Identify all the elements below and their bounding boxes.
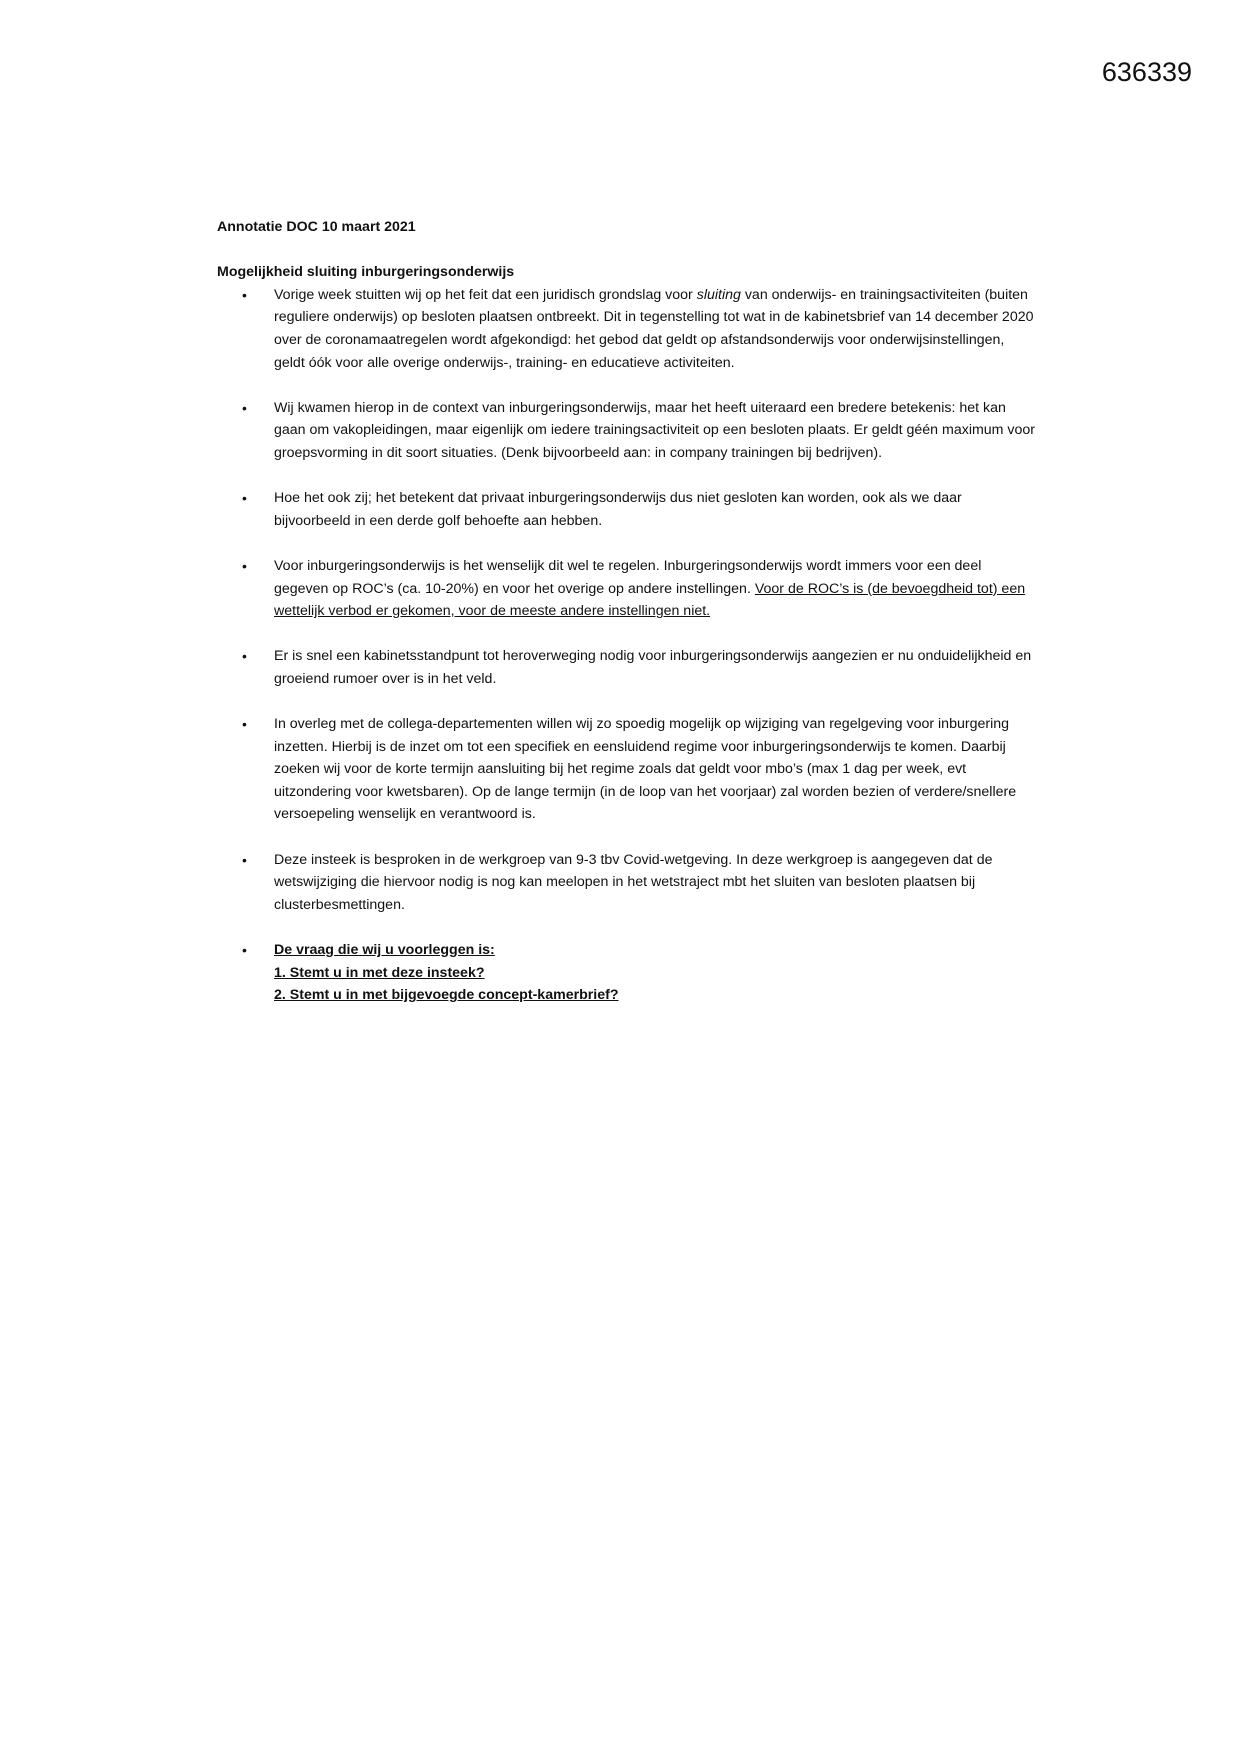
bullet-icon: • <box>242 851 247 868</box>
list-item-emphasis: sluiting <box>696 286 741 303</box>
list-item-text: Deze insteek is besproken in de werkgroep van 9-3 tbv Covid-wetgeving. In deze werkgroep is aangegeven dat de wetswijziging die hiervoor nodig is nog kan meelopen in het wetstraject mbt het sluiten van besloten plaatsen bij clusterbesmettingen. <box>274 851 993 913</box>
list-item-text: Vorige week stuitten wij op het feit dat een juridisch grondslag voor <box>274 286 697 303</box>
section-heading: Mogelijkheid sluiting inburgeringsonderwijs <box>217 264 515 281</box>
question-2: 2. Stemt u in met bijgevoegde concept-kamerbrief? <box>274 987 619 1004</box>
bullet-icon: • <box>242 942 247 958</box>
bullet-icon: • <box>242 648 247 665</box>
list-item-text: Er is snel een kabinetsstandpunt tot heroverweging nodig voor inburgeringsonderwijs aangezien er nu onduidelijkheid en groeiend rumoer over is in het veld. <box>274 648 1032 687</box>
list-item <box>217 713 1037 826</box>
question-item <box>217 939 1037 1007</box>
list-item <box>217 284 1037 374</box>
list-item-text: Voor inburgeringsonderwijs is het wenselijk dit wel te regelen. Inburgeringsonderwijs wordt immers voor een deel gegeven op ROC’s (ca. 10-20%) en voor het overige op andere instellingen. <box>274 557 982 597</box>
question-intro: De vraag die wij u voorleggen is: <box>274 942 495 958</box>
list-item-text: In overleg met de collega-departementen willen wij zo spoedig mogelijk op wijziging van regelgeving voor inburgering inzetten. Hierbij is de inzet om tot een specifiek en eensluidend regime voor inburgeringsonderwijs te komen. Daarbij zoeken wij voor de korte termijn aansluiting bij het regime zoals dat geldt voor mbo’s (max 1 dag per week, evt uitzondering voor kwetsbaren). Op de lange termijn (in de loop van het voorjaar) zal worden bezien of verdere/snellere versoepeling wenselijk en verantwoord is. <box>274 716 1017 823</box>
question-1: 1. Stemt u in met deze insteek? <box>274 964 485 981</box>
list-item <box>217 555 1037 623</box>
bullet-list <box>217 284 1037 1007</box>
list-item-underlined: Voor de ROC’s is (de bevoegdheid tot) een wettelijk verbod er gekomen, voor de meeste andere instellingen niet. <box>274 580 1026 620</box>
bullet-icon: • <box>242 399 247 416</box>
list-item <box>217 397 1037 465</box>
list-item <box>217 849 1037 917</box>
bullet-icon: • <box>242 286 247 303</box>
list-item <box>217 487 1037 532</box>
bullet-icon: • <box>242 716 247 733</box>
document-body <box>217 216 1037 1007</box>
list-item-text: Hoe het ook zij; het betekent dat privaat inburgeringsonderwijs dus niet gesloten kan worden, ook als we daar bijvoorbeeld in een derde golf behoefte aan hebben. <box>274 490 962 529</box>
document-number: 636339 <box>1101 57 1192 87</box>
list-item <box>217 645 1037 690</box>
document-title: Annotatie DOC 10 maart 2021 <box>217 219 416 235</box>
list-item-text: van onderwijs- en trainingsactiviteiten (buiten reguliere onderwijs) op besloten plaatsen ontbreekt. Dit in tegenstelling tot wat in de kabinetsbrief van 14 december 2020 over de coronamaatregelen wordt afgekondigd: het gebod dat geldt op afstandsonderwijs voor onderwijsinstellingen, geldt óók voor alle overige onderwijs-, training- en educatieve activiteiten. <box>274 286 1034 371</box>
bullet-icon: • <box>242 490 247 507</box>
list-item-text: Wij kwamen hierop in de context van inburgeringsonderwijs, maar het heeft uiteraard een bredere betekenis: het kan gaan om vakopleidingen, maar eigenlijk om iedere trainingsactiviteit op een besloten plaats. Er geldt géén maximum voor groepsvorming in dit soort situaties. (Denk bijvoorbeeld aan: in company trainingen bij bedrijven). <box>274 399 1036 461</box>
bullet-icon: • <box>242 557 247 574</box>
